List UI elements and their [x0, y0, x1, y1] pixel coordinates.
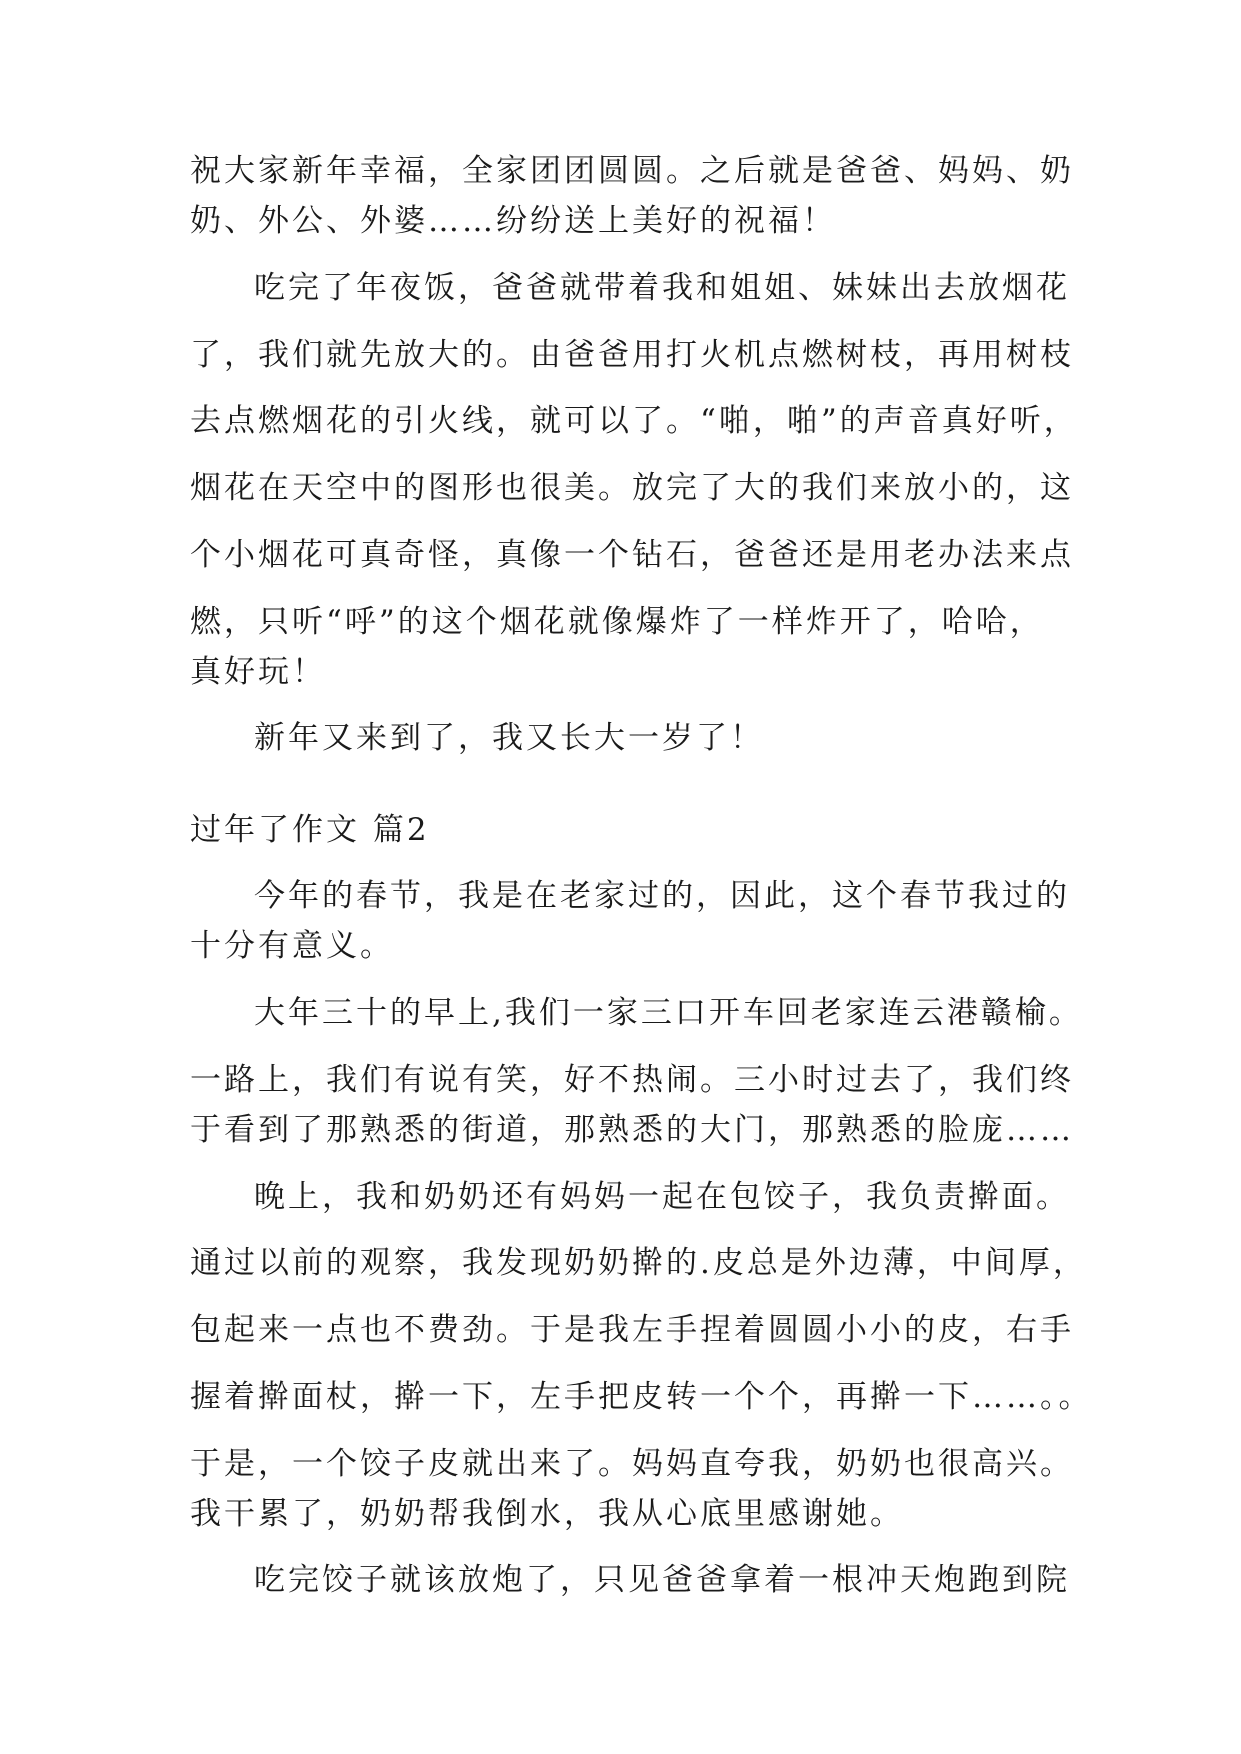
paragraph-line: 燃，只听“呼”的这个烟花就像爆炸了一样炸开了，哈哈， [190, 604, 1044, 640]
paragraph-line: 奶、外公、外婆……纷纷送上美好的祝福！ [190, 203, 836, 239]
paragraph-line: 个小烟花可真奇怪，真像一个钻石，爸爸还是用老办法来点 [190, 537, 1074, 573]
paragraph-line: 今年的春节，我是在老家过的，因此，这个春节我过的 [254, 878, 1070, 914]
paragraph-line: 于是，一个饺子皮就出来了。妈妈直夸我，奶奶也很高兴。 [190, 1446, 1074, 1482]
paragraph-line: 吃完饺子就该放炮了，只见爸爸拿着一根冲天炮跑到院 [254, 1562, 1070, 1598]
paragraph-line: 包起来一点也不费劲。于是我左手捏着圆圆小小的皮，右手 [190, 1312, 1074, 1348]
paragraph-line: 晚上，我和奶奶还有妈妈一起在包饺子，我负责擀面。 [254, 1179, 1070, 1215]
paragraph-line: 真好玩！ [190, 654, 326, 690]
paragraph-line: 祝大家新年幸福，全家团团圆圆。之后就是爸爸、妈妈、奶 [190, 153, 1074, 189]
paragraph-line: 一路上，我们有说有笑，好不热闹。三小时过去了，我们终 [190, 1062, 1074, 1098]
section-heading: 过年了作文 篇2 [190, 812, 430, 848]
paragraph-line: 十分有意义。 [190, 928, 394, 964]
paragraph-line: 去点燃烟花的引火线，就可以了。“啪，啪”的声音真好听， [190, 403, 1078, 439]
paragraph-line: 通过以前的观察，我发现奶奶擀的.皮总是外边薄，中间厚， [190, 1245, 1087, 1281]
paragraph-line: 于看到了那熟悉的街道，那熟悉的大门，那熟悉的脸庞…… [190, 1112, 1074, 1148]
paragraph-line: 握着擀面杖，擀一下，左手把皮转一个个，再擀一下……。。 [190, 1379, 1093, 1415]
paragraph-line: 吃完了年夜饭，爸爸就带着我和姐姐、妹妹出去放烟花 [254, 270, 1070, 306]
paragraph-line: 了，我们就先放大的。由爸爸用打火机点燃树枝，再用树枝 [190, 337, 1074, 373]
paragraph-line: 烟花在天空中的图形也很美。放完了大的我们来放小的，这 [190, 470, 1074, 506]
paragraph-line: 大年三十的早上,我们一家三口开车回老家连云港赣榆。 [254, 995, 1083, 1031]
paragraph-line: 新年又来到了，我又长大一岁了！ [254, 720, 764, 756]
paragraph-line: 我干累了，奶奶帮我倒水，我从心底里感谢她。 [190, 1496, 904, 1532]
